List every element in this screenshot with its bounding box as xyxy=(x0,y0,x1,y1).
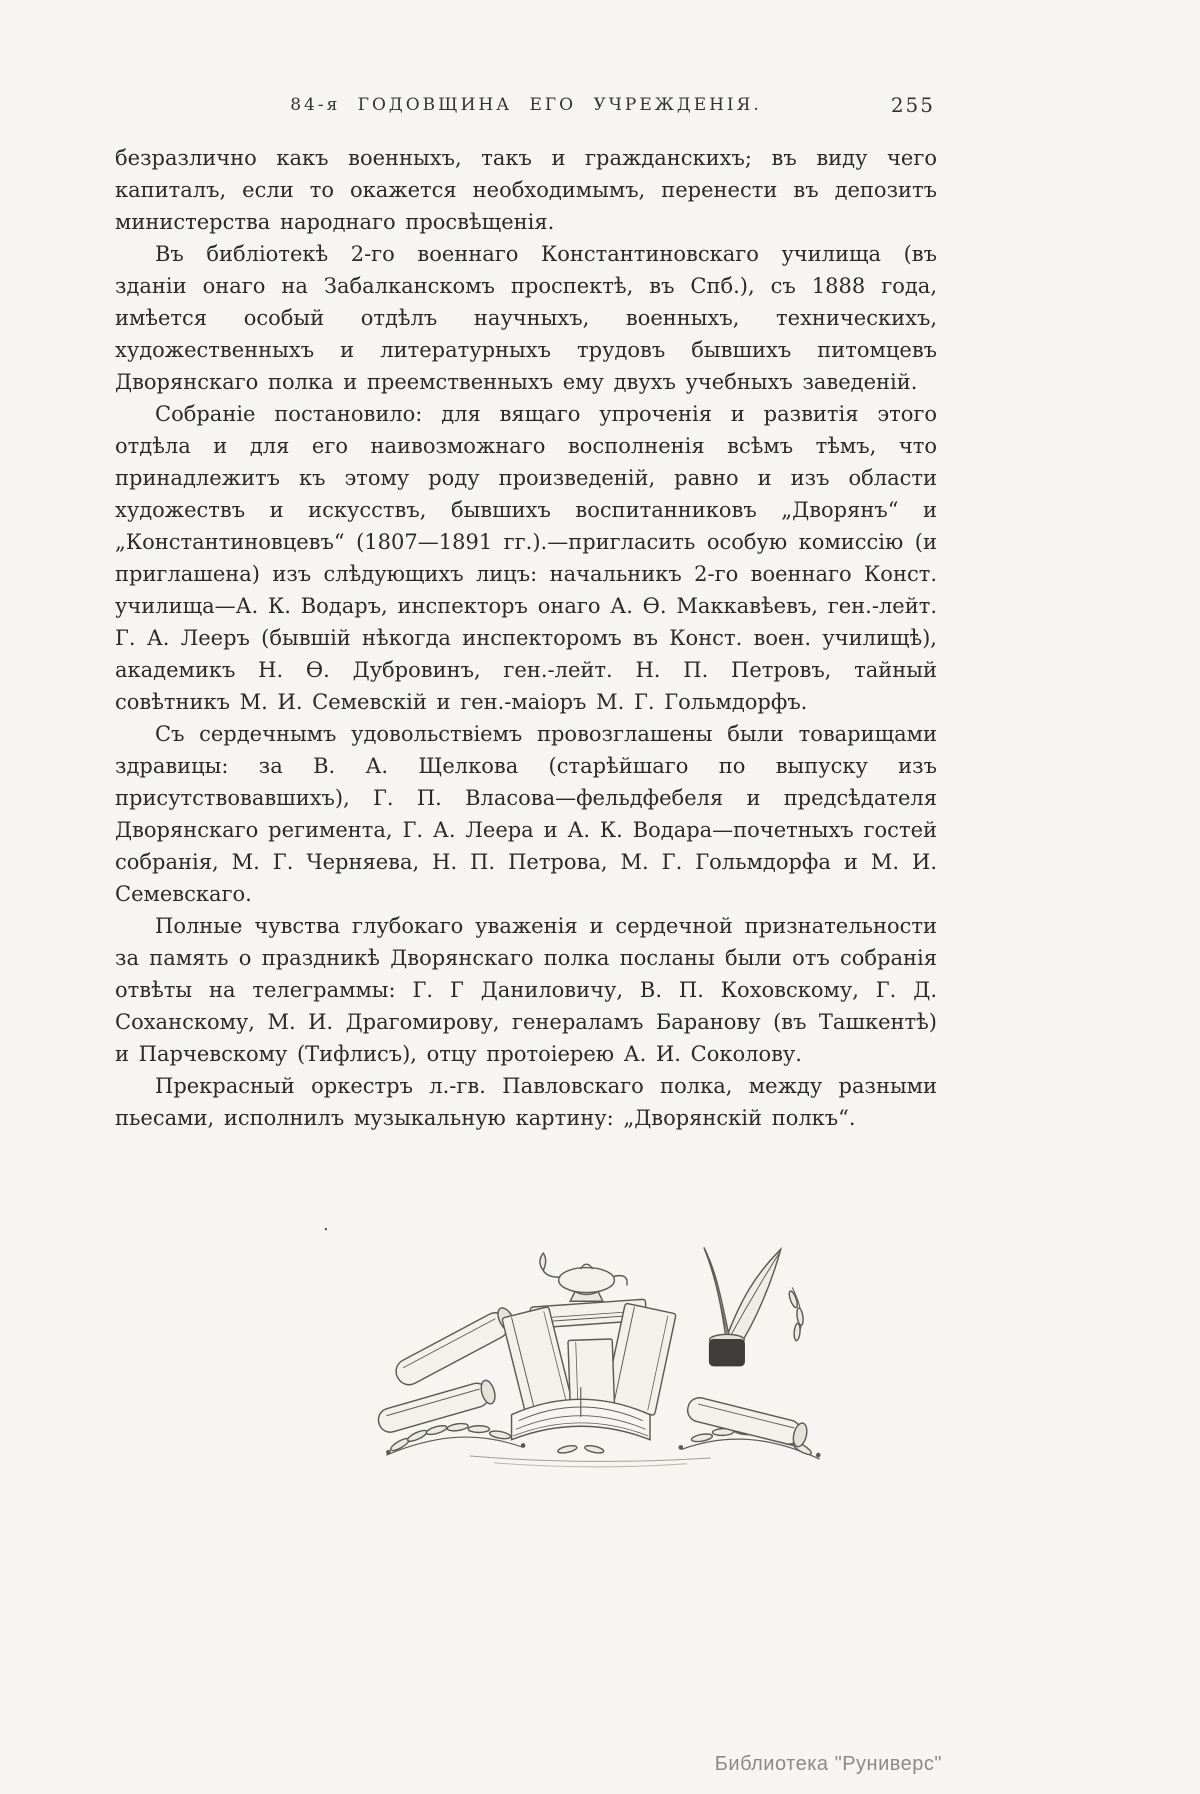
books-engraving-illustration xyxy=(330,1232,870,1482)
scroll-upper-left xyxy=(392,1305,519,1389)
page-number: 255 xyxy=(890,93,935,117)
page-body xyxy=(115,142,937,1134)
paragraph: Полные чувства глубокаго уваженія и сердечной признательности за память о праздникѣ Дворянскаго полка посланы были отъ собранія отвѣты на телеграммы: Г. Г Даниловичу, В. П. Коховскому, Г. Д. Соханскому, М. И. Драгомирову, генераламъ Баранову (въ Ташкентѣ) и Парчевскому (Тифлисъ), отцу протоіерею А. И. Соколову. xyxy=(115,914,937,1066)
paragraph: безразлично какъ военныхъ, такъ и гражданскихъ; въ виду чего капиталъ, если то окажется необходимымъ, перенести въ депозитъ министерства народнаго просвѣщенія. xyxy=(115,146,937,234)
oil-lamp xyxy=(540,1253,627,1301)
inkwell-quills xyxy=(704,1247,781,1365)
page-header xyxy=(115,95,937,115)
stray-ink-mark: . xyxy=(323,1214,329,1235)
tailpiece-illustration xyxy=(0,1232,1200,1482)
sprig-right-top xyxy=(788,1288,804,1341)
sprig-bottom-center xyxy=(557,1444,604,1454)
paragraph: Собраніе постановило: для вящаго упроченія и развитія этого отдѣла и для его наивозможнаго восполненія всѣмъ тѣмъ, что принадлежитъ къ этому роду произведеній, равно и изъ области художествъ и искусствъ, бывшихъ воспитанниковъ „Дворянъ“ и „Константиновцевъ“ (1807—1891 гг.).—пригласить особую комиссію (и приглашена) изъ слѣдующихъ лицъ: начальникъ 2-го военнаго Конст. училища—А. К. Водаръ, инспекторъ онаго А. Ѳ. Маккавѣевъ, ген.-лейт. Г. А. Лееръ (бывшій нѣкогда инспекторомъ въ Конст. воен. училищѣ), академикъ Н. Ѳ. Дубровинъ, ген.-лейт. Н. П. Петровъ, тайный совѣтникъ М. И. Семевскій и ген.-маіоръ М. Г. Гольмдорфъ. xyxy=(115,402,937,714)
running-title: 84-я ГОДОВЩИНА ЕГО УЧРЕЖДЕНІЯ. xyxy=(290,95,762,115)
paragraph: Съ сердечнымъ удовольствіемъ провозглашены были товарищами здравицы: за В. А. Щелкова (старѣйшаго по выпуску изъ присутствовавшихъ), Г. П. Власова—фельдфебеля и предсѣдателя Дворянскаго регимента, Г. А. Леера и А. К. Водара—почетныхъ гостей собранія, М. Г. Черняева, Н. П. Петрова, М. Г. Гольмдорфа и М. И. Семевскаго. xyxy=(115,722,937,906)
paragraph: Въ библіотекѣ 2-го военнаго Константиновскаго училища (въ зданіи онаго на Забалканскомъ проспектѣ, въ Спб.), съ 1888 года, имѣется особый отдѣлъ научныхъ, военныхъ, техническихъ, художественныхъ и литературныхъ трудовъ бывшихъ питомцевъ Дворянскаго полка и преемственныхъ ему двухъ учебныхъ заведеній. xyxy=(115,242,937,394)
library-watermark: Библиотека "Руниверс" xyxy=(714,1753,942,1775)
paragraph: Прекрасный оркестръ л.-гв. Павловскаго полка, между разными пьесами, исполнилъ музыкальную картину: „Дворянскій полкъ“. xyxy=(115,1074,937,1130)
